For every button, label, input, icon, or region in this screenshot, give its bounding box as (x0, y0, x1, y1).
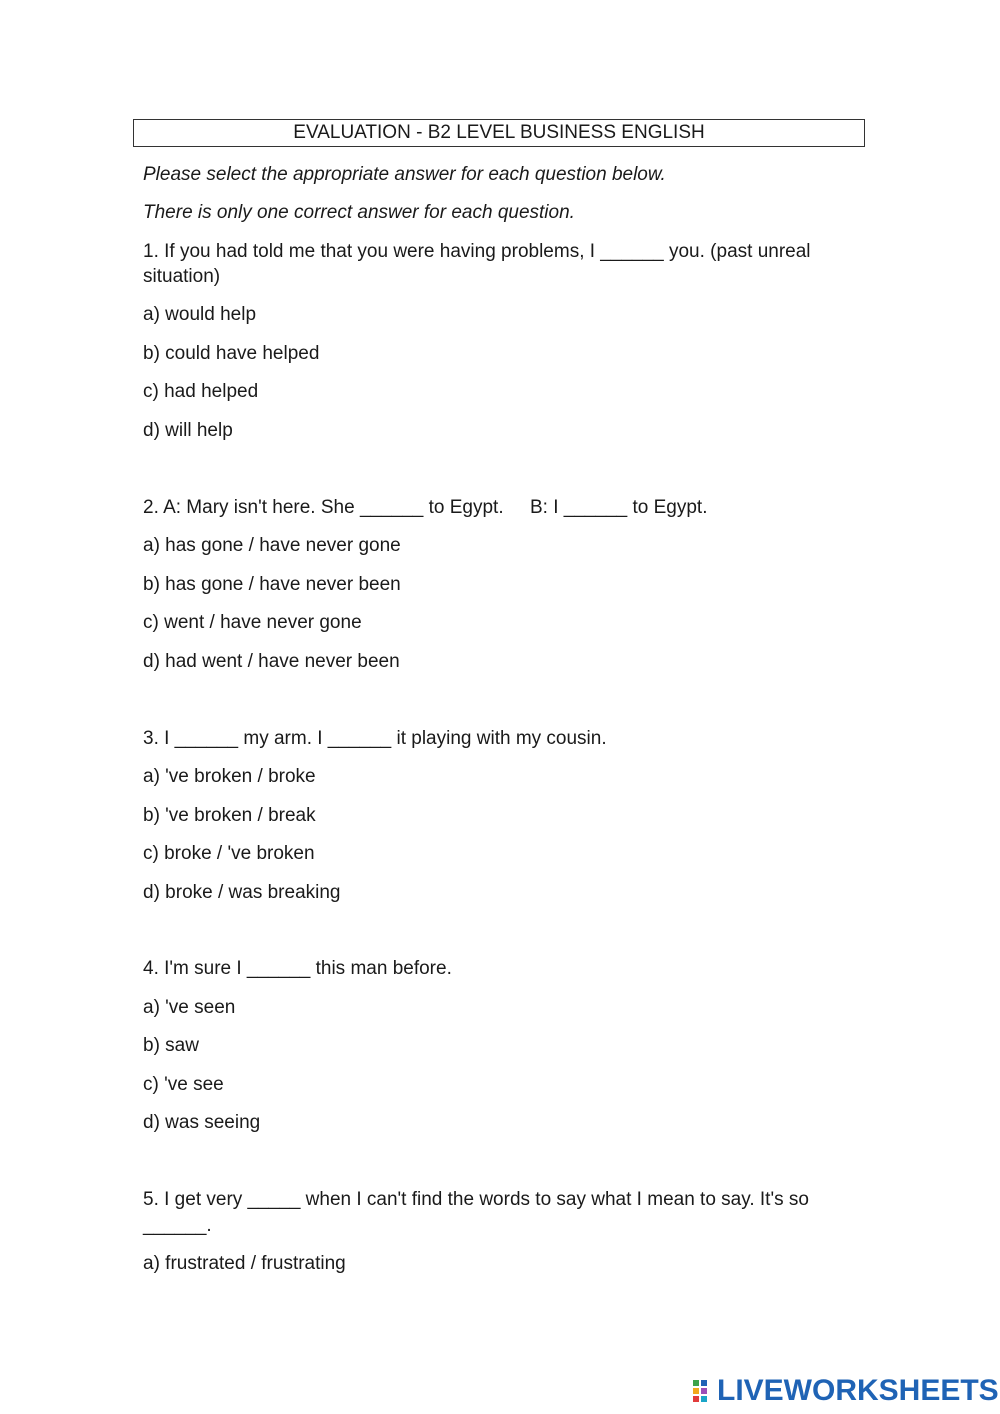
question-3-text: 3. I ______ my arm. I ______ it playing with my cousin. (143, 728, 607, 749)
question-5-text: 5. I get very _____ when I can't find the words to say what I mean to say. It's so (143, 1189, 809, 1210)
question-4-option-c[interactable]: c) 've see (143, 1074, 224, 1095)
instruction-1: Please select the appropriate answer for each question below. (143, 164, 666, 185)
question-4-text: 4. I'm sure I ______ this man before. (143, 958, 452, 979)
question-4-option-a[interactable]: a) 've seen (143, 997, 236, 1018)
question-4-option-d[interactable]: d) was seeing (143, 1112, 261, 1133)
liveworksheets-logo-text: LIVEWORKSHEETS (717, 1374, 999, 1407)
question-1-option-b[interactable]: b) could have helped (143, 343, 320, 364)
question-3-option-a[interactable]: a) 've broken / broke (143, 766, 316, 787)
question-2-option-b[interactable]: b) has gone / have never been (143, 574, 401, 595)
question-5-option-a[interactable]: a) frustrated / frustrating (143, 1253, 346, 1274)
question-2-option-d[interactable]: d) had went / have never been (143, 651, 400, 672)
question-4-option-b[interactable]: b) saw (143, 1035, 199, 1056)
question-1-text-cont: situation) (143, 266, 221, 287)
question-5-text-cont: ______. (143, 1215, 212, 1236)
question-2-option-a[interactable]: a) has gone / have never gone (143, 535, 401, 556)
question-1-option-c[interactable]: c) had helped (143, 381, 259, 402)
question-3-option-d[interactable]: d) broke / was breaking (143, 882, 341, 903)
instruction-2: There is only one correct answer for each question. (143, 202, 575, 223)
question-3-option-c[interactable]: c) broke / 've broken (143, 843, 315, 864)
question-2-text: 2. A: Mary isn't here. She ______ to Egypt. B: I ______ to Egypt. (143, 497, 708, 518)
liveworksheets-logo (693, 1376, 999, 1406)
question-1-text: 1. If you had told me that you were having problems, I ______ you. (past unreal (143, 241, 811, 262)
worksheet-title: EVALUATION - B2 LEVEL BUSINESS ENGLISH (133, 119, 865, 147)
question-1-option-d[interactable]: d) will help (143, 420, 233, 441)
question-2-option-c[interactable]: c) went / have never gone (143, 612, 362, 633)
question-3-option-b[interactable]: b) 've broken / break (143, 805, 316, 826)
question-1-option-a[interactable]: a) would help (143, 304, 257, 325)
liveworksheets-logo-icon (693, 1378, 715, 1404)
